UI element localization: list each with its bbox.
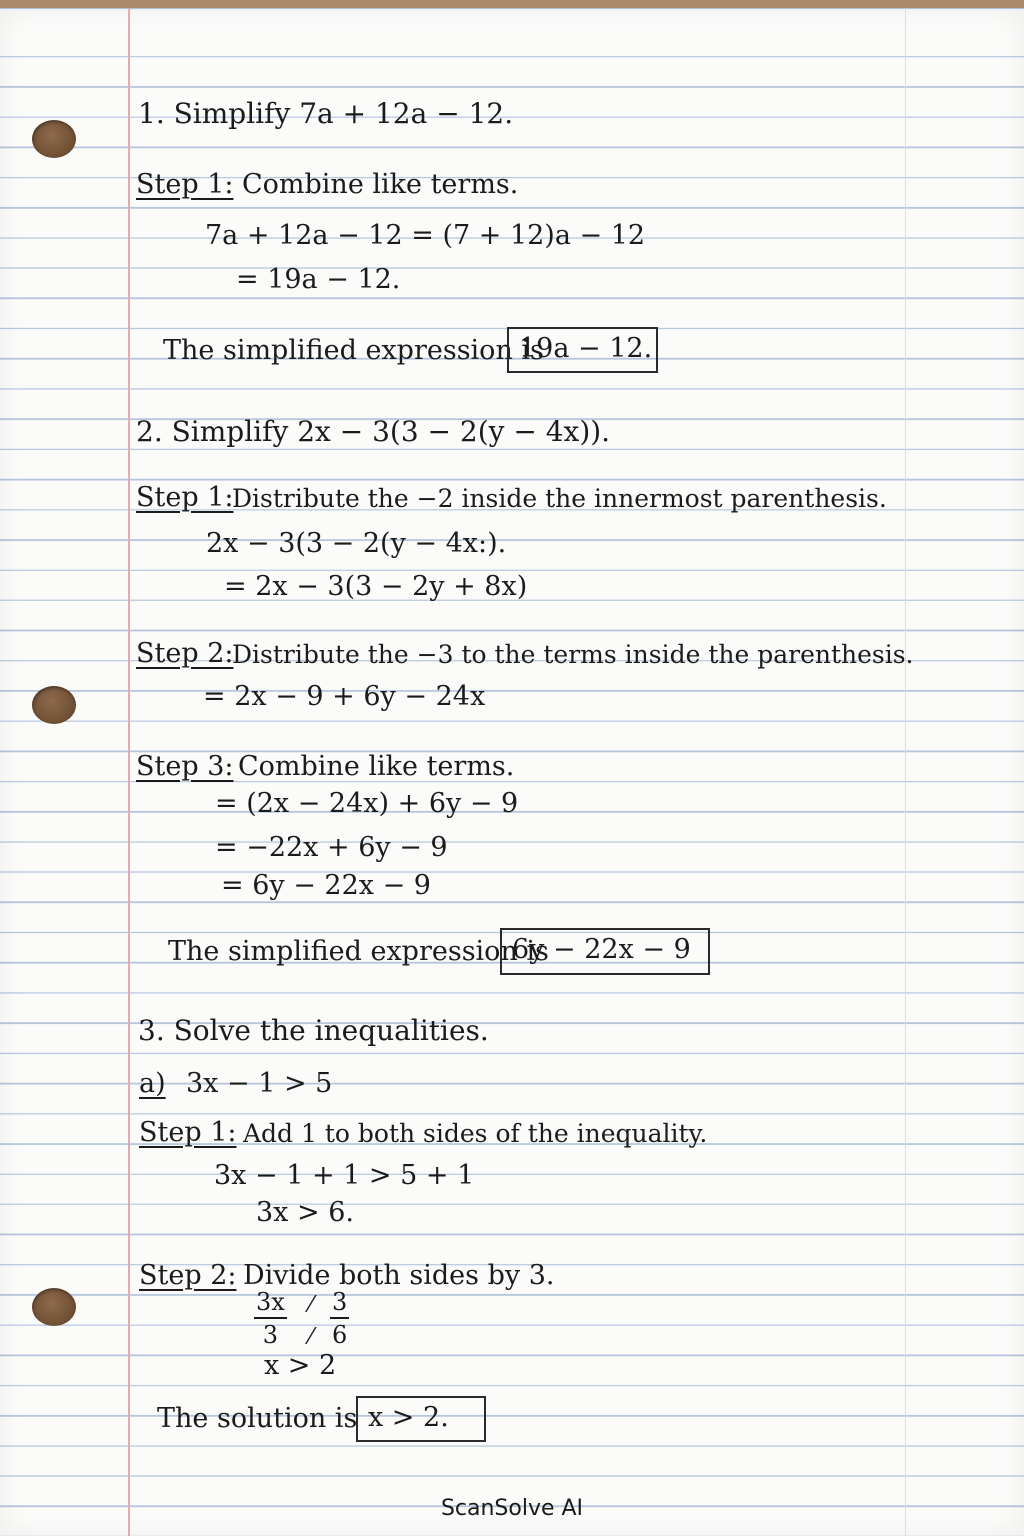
punch-hole-bottom bbox=[32, 1288, 76, 1326]
p3-fraction-left-numerator: 3x bbox=[254, 1290, 287, 1319]
p3-part-a-expression: 3x − 1 > 5 bbox=[186, 1068, 333, 1099]
p2-step3-line-2: = −22x + 6y − 9 bbox=[215, 832, 448, 863]
p3-fraction-left-denominator: 3 bbox=[262, 1321, 279, 1349]
p3-fraction-right bbox=[330, 1290, 349, 1347]
p1-answer-box: 19a − 12. bbox=[507, 327, 658, 373]
p2-step3-text: Combine like terms. bbox=[238, 751, 515, 782]
p3-step1-line-1: 3x − 1 + 1 > 5 + 1 bbox=[214, 1160, 475, 1191]
right-guide-line bbox=[905, 8, 906, 1536]
p1-line-2: = 19a − 12. bbox=[236, 264, 401, 295]
p3-step2-label: Step 2: bbox=[139, 1260, 237, 1291]
p1-line-1: 7a + 12a − 12 = (7 + 12)a − 12 bbox=[205, 220, 646, 251]
punch-hole-middle bbox=[32, 686, 76, 724]
p3-result-text: The solution is bbox=[157, 1403, 358, 1434]
p2-step2-text: Distribute the −3 to the terms inside the parenthesis. bbox=[232, 640, 914, 669]
p3-step1-line-2: 3x > 6. bbox=[256, 1197, 354, 1228]
p2-step1-label: Step 1: bbox=[136, 482, 234, 513]
p3-fraction-right-denominator: 6 bbox=[332, 1321, 348, 1349]
p3-step1-label: Step 1: bbox=[139, 1117, 237, 1148]
p3-fraction-relation-bottom: ⁄ bbox=[309, 1325, 313, 1350]
p1-result-text: The simplified expression is bbox=[163, 335, 544, 366]
p3-fraction-left bbox=[254, 1290, 287, 1347]
p3-answer-box: x > 2. bbox=[356, 1396, 486, 1442]
watermark-footer: ScanSolve AI bbox=[440, 1496, 584, 1521]
p2-step1-line-2: = 2x − 3(3 − 2y + 8x) bbox=[224, 571, 528, 602]
p2-step3-label: Step 3: bbox=[136, 751, 234, 782]
p3-step2-line-2: x > 2 bbox=[264, 1350, 337, 1381]
problem-1-title: 1. Simplify 7a + 12a − 12. bbox=[138, 97, 514, 130]
p3-step2-text: Divide both sides by 3. bbox=[243, 1260, 555, 1291]
p2-step2-line-1: = 2x − 9 + 6y − 24x bbox=[203, 681, 486, 712]
p3-fraction-relation-top: ⁄ bbox=[309, 1293, 313, 1318]
margin-line bbox=[128, 8, 130, 1536]
p2-result-text: The simplified expression is bbox=[168, 936, 549, 967]
p2-step2-label: Step 2: bbox=[136, 638, 234, 669]
p2-step1-text: Distribute the −2 inside the innermost parenthesis. bbox=[232, 484, 887, 513]
p3-fraction-right-numerator: 3 bbox=[330, 1290, 349, 1319]
problem-2-title: 2. Simplify 2x − 3(3 − 2(y − 4x)). bbox=[136, 415, 611, 448]
p2-step3-line-3: = 6y − 22x − 9 bbox=[221, 870, 431, 901]
p3-step1-text: Add 1 to both sides of the inequality. bbox=[243, 1119, 708, 1148]
p1-step1-label: Step 1: bbox=[136, 169, 234, 200]
p2-step1-line-1: 2x − 3(3 − 2(y − 4x:). bbox=[206, 528, 507, 559]
p1-step1-text: Combine like terms. bbox=[242, 169, 519, 200]
p3-part-a-label: a) bbox=[139, 1068, 166, 1099]
p2-step3-line-1: = (2x − 24x) + 6y − 9 bbox=[215, 788, 519, 819]
punch-hole-top bbox=[32, 120, 76, 158]
p2-answer-box: 6y − 22x − 9 bbox=[500, 928, 710, 975]
problem-3-title: 3. Solve the inequalities. bbox=[138, 1014, 489, 1047]
